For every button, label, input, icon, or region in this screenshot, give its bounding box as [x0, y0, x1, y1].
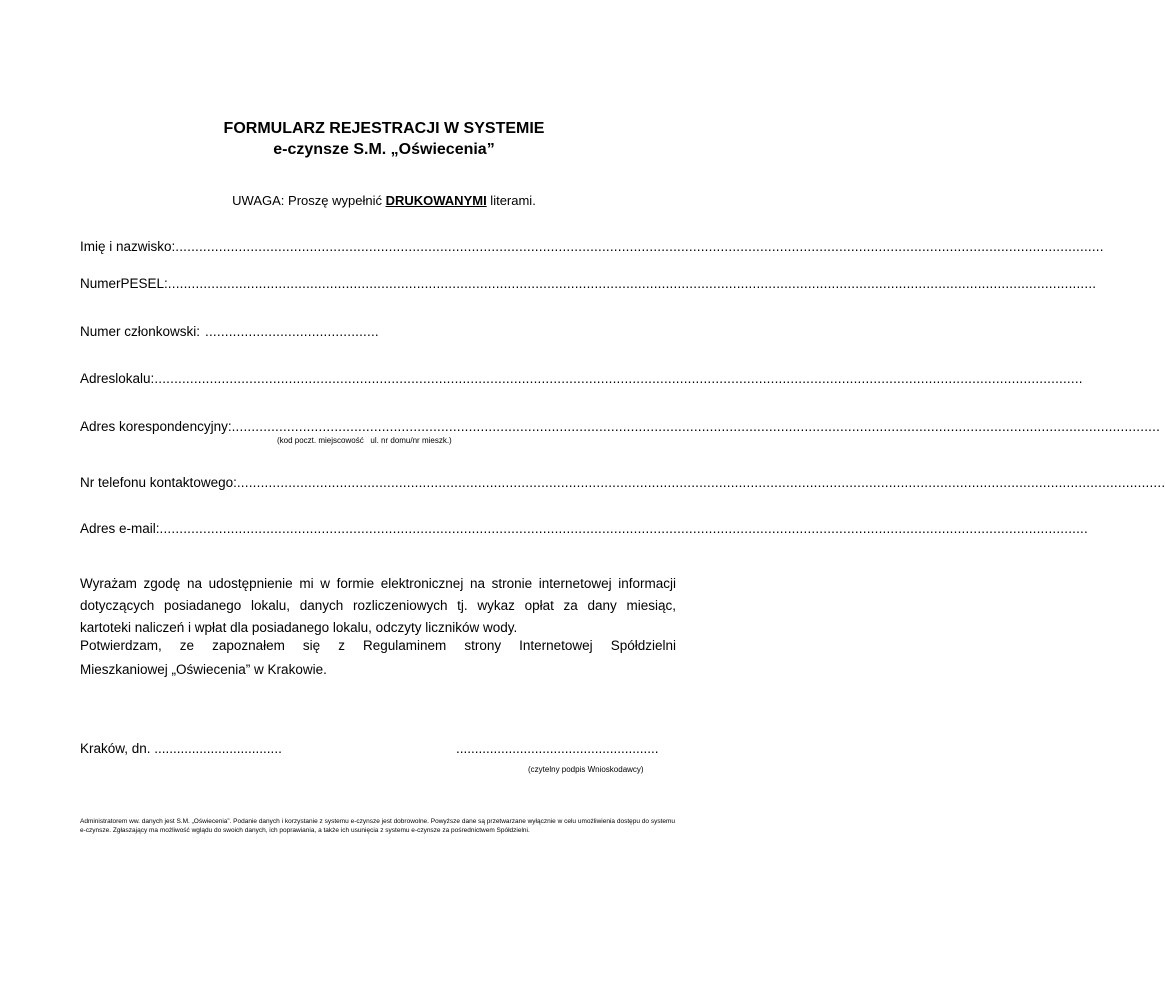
name-line[interactable]: ...........................................................................................................................................................................................................................................	[175, 239, 1104, 254]
place-date[interactable]: Kraków, dn. ..................................	[80, 741, 282, 756]
name-label: Imię i nazwisko:	[80, 239, 176, 254]
phone-field	[80, 474, 1165, 492]
consent-line3: kartoteki naliczeń i wpłat dla posiadanego lokalu, odczyty liczników wody.	[80, 620, 518, 635]
address-label-part2: lokalu:	[115, 371, 155, 386]
email-line[interactable]: ...........................................................................................................................................................................................................................................	[159, 521, 1088, 536]
pesel-label-part1: Numer	[80, 276, 121, 291]
address-label-part1: Adres	[80, 371, 116, 386]
correspondence-label: Adres korespondencyjny:	[80, 419, 232, 434]
member-label: Numer członkowski:	[80, 324, 201, 339]
pesel-line[interactable]: ...........................................................................................................................................................................................................................................	[167, 276, 1097, 291]
address-line[interactable]: ...........................................................................................................................................................................................................................................	[154, 371, 1083, 386]
notice-emphasis: DRUKOWANYMI	[385, 193, 487, 208]
correspondence-line[interactable]: ...........................................................................................................................................................................................................................................	[231, 419, 1161, 434]
consent-paragraph	[80, 573, 676, 681]
consent-line5: Mieszkaniowej „Oświecenia” w Krakowie.	[80, 662, 327, 677]
consent-line1: Wyrażam zgodę na udostępnienie mi w formie elektronicznej na stronie internetowej informacji	[80, 576, 676, 591]
member-line[interactable]: ............................................	[205, 324, 379, 339]
email-field	[80, 520, 1088, 538]
address-field	[80, 370, 1083, 388]
phone-label: Nr telefonu kontaktowego:	[80, 475, 237, 490]
name-field	[80, 238, 1104, 256]
email-label: Adres e-mail:	[80, 521, 160, 536]
notice-prefix: UWAGA: Proszę wypełnić	[232, 193, 386, 208]
phone-line[interactable]: ...........................................................................................................................................................................................................................................	[236, 475, 1165, 490]
privacy-footer: Administratorem ww. danych jest S.M. „Oświecenia”. Podanie danych i korzystanie z systemu e-czynsze jest dobrowolne. Powyższe dane są przetwarzane wyłącznie w celu umożliwienia dostępu do systemu e-czynsze. Zgłaszający ma możliwość wglądu do swoich danych, ich poprawiania, a także ich usunięcia z systemu e-czynsze za pośrednictwem Spółdzielni.	[80, 818, 676, 834]
pesel-label-part2: PESEL:	[120, 276, 168, 291]
member-field	[80, 323, 410, 341]
consent-line2: dotyczących posiadanego lokalu, danych rozliczeniowych tj. wykaz opłat za dany miesiąc,	[80, 598, 676, 613]
correspondence-hint: (kod poczt. miejscowość ul. nr domu/nr mieszk.)	[277, 436, 452, 445]
correspondence-field	[80, 418, 1161, 436]
consent-line4: Potwierdzam, ze zapoznałem się z Regulaminem strony Internetowej Spółdzielni	[80, 638, 676, 653]
form-title-line1: FORMULARZ REJESTRACJI W SYSTEMIE	[223, 120, 545, 137]
form-title-line2: e-czynsze S.M. „Oświecenia”	[273, 141, 495, 158]
signature-line[interactable]: ......................................................	[456, 741, 659, 756]
signature-caption: (czytelny podpis Wnioskodawcy)	[528, 765, 644, 774]
pesel-field	[80, 275, 1097, 293]
notice-suffix: literami.	[486, 193, 536, 208]
notice	[0, 193, 768, 209]
